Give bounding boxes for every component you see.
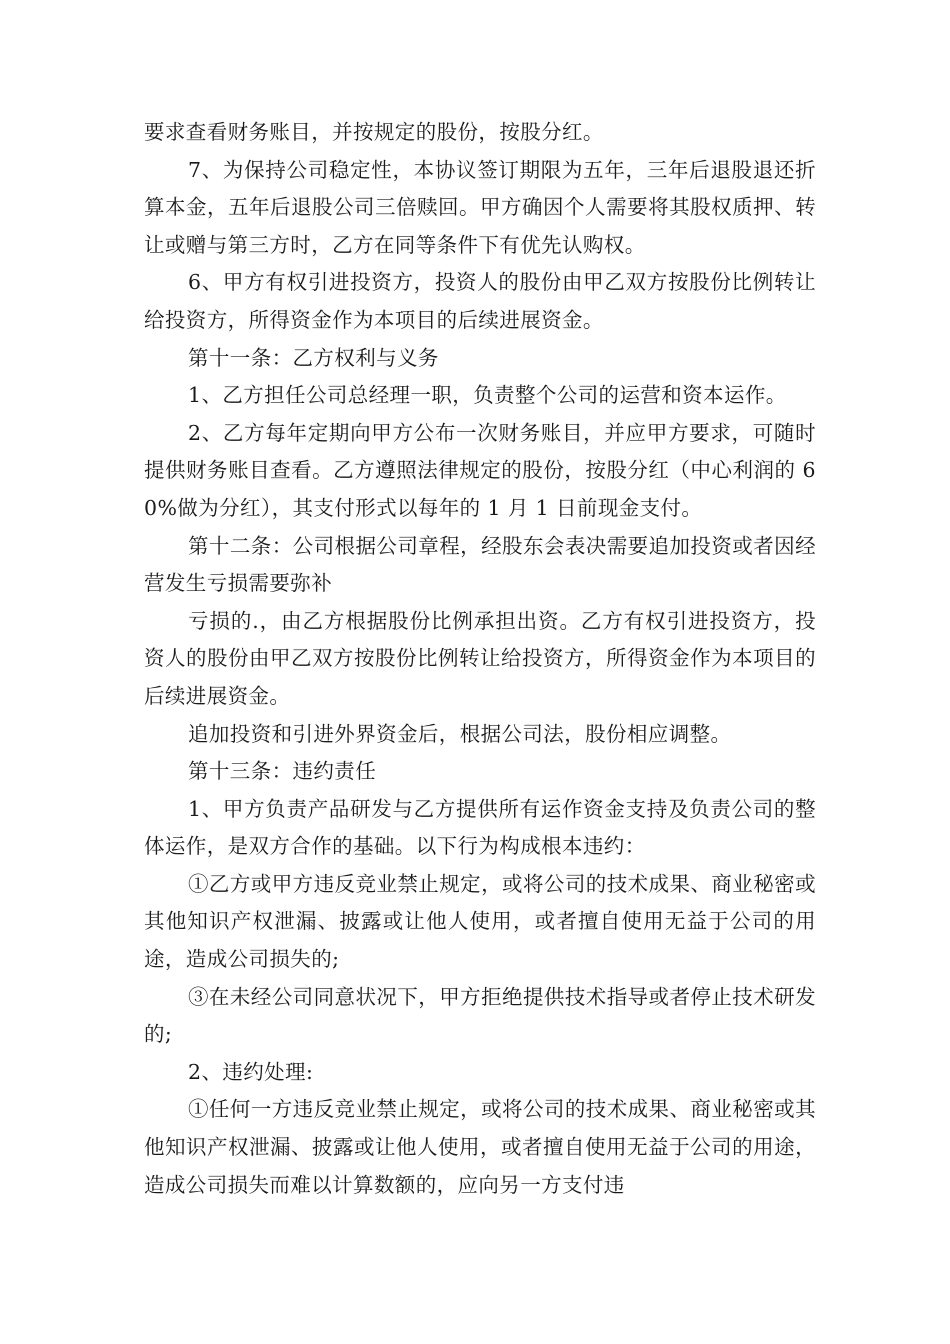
paragraph: 2、违约处理: — [188, 1059, 314, 1084]
paragraph: 7、为保持公司稳定性，本协议签订期限为五年，三年后退股退还折算本金，五年后退股公司三倍赎回。甲方确因个人需要将其股权质押、转让或赠与第三方时，乙方在同等条件下有优先认购权。 — [144, 157, 816, 257]
paragraph: 亏损的.，由乙方根据股份比例承担出资。乙方有权引进投资方，投资人的股份由甲乙双方按股份比例转让给投资方，所得资金作为本项目的后续进展资金。 — [144, 608, 816, 708]
paragraph: 2、乙方每年定期向甲方公布一次财务账目，并应甲方要求，可随时提供财务账目查看。乙方遵照法律规定的股份，按股分红（中心利润的 60%做为分红），其支付形式以每年的 1 月 1 日前现金支付。 — [144, 420, 816, 520]
paragraph: 追加投资和引进外界资金后，根据公司法，股份相应调整。 — [188, 721, 732, 746]
paragraph: 1、甲方负责产品研发与乙方提供所有运作资金支持及负责公司的整体运作，是双方合作的基础。以下行为构成根本违约： — [144, 796, 816, 859]
section-heading: 第十二条：公司根据公司章程，经股东会表决需要追加投资或者因经营发生亏损需要弥补 — [144, 533, 816, 596]
paragraph: ①乙方或甲方违反竞业禁止规定，或将公司的技术成果、商业秘密或其他知识产权泄漏、披露或让他人使用，或者擅自使用无益于公司的用途，造成公司损失的; — [144, 871, 816, 972]
section-heading: 第十三条：违约责任 — [188, 759, 377, 784]
paragraph: ③在未经公司同意状况下，甲方拒绝提供技术指导或者停止技术研发的; — [144, 984, 816, 1047]
paragraph: ①任何一方违反竞业禁止规定，或将公司的技术成果、商业秘密或其他知识产权泄漏、披露或让他人使用，或者擅自使用无益于公司的用途，造成公司损失而难以计算数额的，应向另一方支付违 — [144, 1097, 816, 1197]
paragraph: 要求查看财务账目，并按规定的股份，按股分红。 — [144, 120, 604, 144]
paragraph: 1、乙方担任公司总经理一职，负责整个公司的运营和资本运作。 — [188, 383, 787, 408]
document-body — [144, 114, 816, 1204]
section-heading: 第十一条：乙方权利与义务 — [188, 345, 439, 370]
paragraph: 6、甲方有权引进投资方，投资人的股份由甲乙双方按股份比例转让给投资方，所得资金作为本项目的后续进展资金。 — [144, 270, 816, 332]
